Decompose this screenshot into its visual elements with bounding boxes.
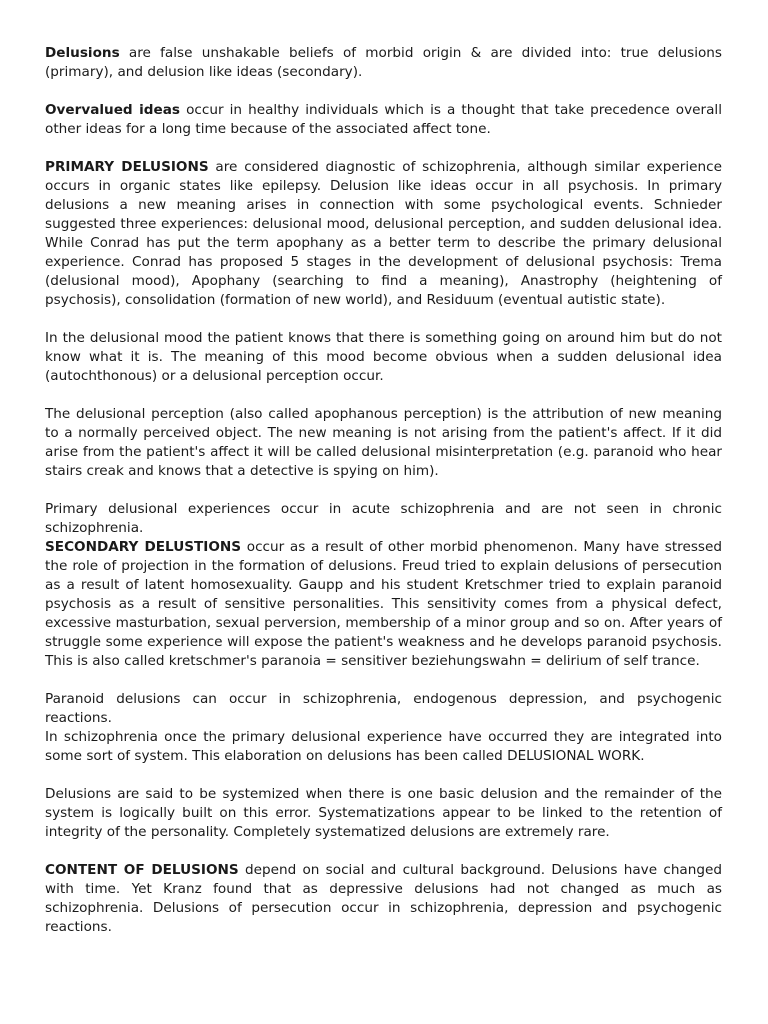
heading-secondary-delusions: SECONDARY DELUSTIONS (45, 539, 242, 555)
heading-content-of-delusions: CONTENT OF DELUSIONS (45, 862, 239, 878)
term-delusions: Delusions (45, 45, 120, 61)
paragraph-paranoid-delusions: Paranoid delusions can occur in schizophrenia, endogenous depression, and psychogenic reactions. (45, 691, 722, 726)
paragraph-content-of-delusions: CONTENT OF DELUSIONS depend on social and cultural background. Delusions have changed with time. Yet Kranz found that as depressive delusions had not changed as much as schizophrenia. Delusions of persecution occur in schizophrenia, depression and psychogenic reactions. (45, 862, 722, 935)
document-page (45, 44, 722, 956)
paragraph-systemized-delusions: Delusions are said to be systemized when there is one basic delusion and the remainder of the system is logically built on this error. Systematizations appear to be linked to the retention of integrity of the personality. Completely systematized delusions are extremely rare. (45, 786, 722, 840)
paragraph-secondary-delusions: SECONDARY DELUSTIONS occur as a result of other morbid phenomenon. Many have stressed the role of projection in the formation of delusions. Freud tried to explain delusions of persecution as a result of latent homosexuality. Gaupp and his student Kretschmer tried to explain paranoid psychosis as a result of sensitive personalities. This sensitivity comes from a physical defect, excessive masturbation, sexual perversion, membership of a minor group and so on. After years of struggle some experience will expose the patient's weakness and he develops paranoid psychosis. This is also called kretschmer's paranoia = sensitiver beziehungswahn = delirium of self trance. (45, 539, 722, 669)
term-overvalued-ideas: Overvalued ideas (45, 102, 181, 118)
paragraph-delusions: Delusions are false unshakable beliefs of morbid origin & are divided into: true delusions (primary), and delusion like ideas (secondary). (45, 45, 722, 80)
paragraph-overvalued-ideas: Overvalued ideas occur in healthy individuals which is a thought that take precedence overall other ideas for a long time because of the associated affect tone. (45, 102, 722, 137)
paragraph-delusional-perception: The delusional perception (also called apophanous perception) is the attribution of new meaning to a normally perceived object. The new meaning is not arising from the patient's affect. If it did arise from the patient's affect it will be called delusional misinterpretation (e.g. paranoid who hear stairs creak and knows that a detective is spying on him). (45, 406, 722, 479)
paragraph-primary-experiences: Primary delusional experiences occur in acute schizophrenia and are not seen in chronic schizophrenia. (45, 501, 722, 536)
paragraph-primary-delusions: PRIMARY DELUSIONS are considered diagnostic of schizophrenia, although similar experience occurs in organic states like epilepsy. Delusion like ideas occur in all psychosis. In primary delusions a new meaning arises in connection with some psychological events. Schnieder suggested three experiences: delusional mood, delusional perception, and sudden delusional idea. While Conrad has put the term apophany as a better term to describe the primary delusional experience. Conrad has proposed 5 stages in the development of delusional psychosis: Trema (delusional mood), Apophany (searching to find a meaning), Anastrophy (heightening of psychosis), consolidation (formation of new world), and Residuum (eventual autistic state). (45, 159, 722, 308)
paragraph-delusional-work: In schizophrenia once the primary delusional experience have occurred they are integrated into some sort of system. This elaboration on delusions has been called DELUSIONAL WORK. (45, 729, 722, 764)
heading-primary-delusions: PRIMARY DELUSIONS (45, 159, 209, 175)
paragraph-delusional-mood: In the delusional mood the patient knows that there is something going on around him but do not know what it is. The meaning of this mood become obvious when a sudden delusional idea (autochthonous) or a delusional perception occur. (45, 330, 722, 384)
